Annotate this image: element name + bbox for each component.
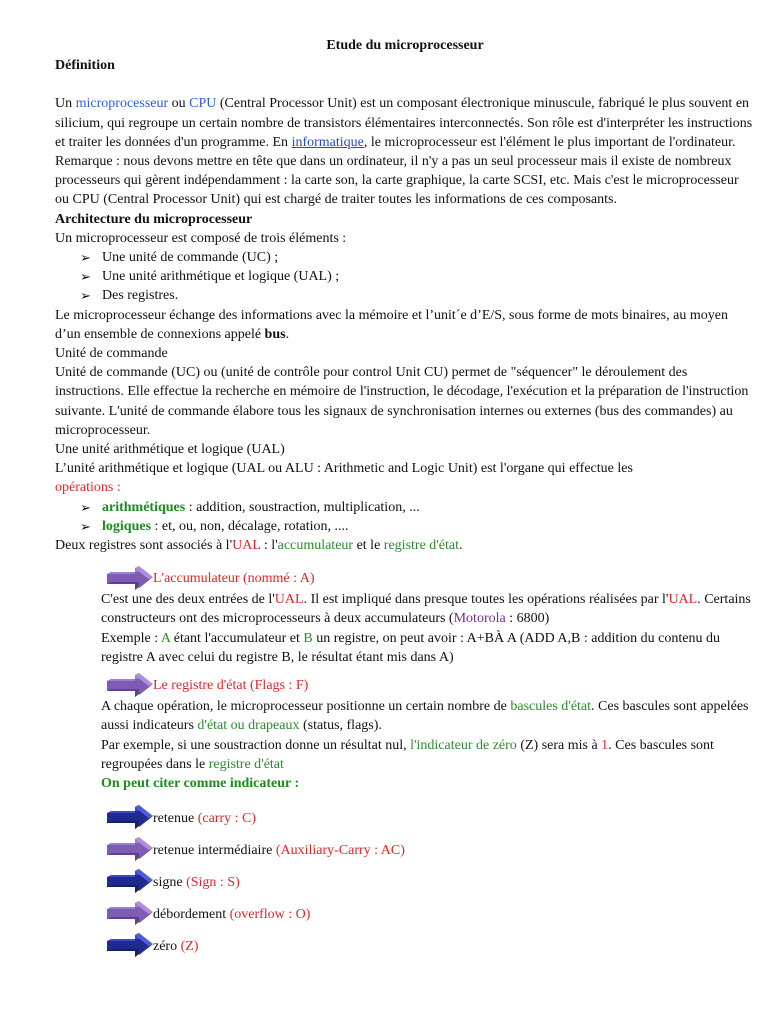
triangle-bullet-icon: ➢ [80,499,91,515]
informatique-link[interactable]: informatique [291,134,364,150]
remarque-paragraph: Remarque : nous devons mettre en tête que dans un ordinateur, il n'y a pas un seul processeur mais il existe de nombreux processeurs qui gèrent indépendamment : la carte son, la carte graphique, la carte SCSI, etc. Mais c'est le microprocesseur ou CPU (Central Processor Unit) qui est chargé de traiter toutes les informations de ces composants. [55,154,739,208]
blue-arrow-icon [105,803,155,831]
architecture-list [55,248,755,306]
exchange-paragraph: Le microprocesseur échange des informations avec la mémoire et l’unit´e d’E/S, sous forme de mots binaires, au moyen d’un ensemble de connexions appelé bus. [55,307,728,342]
indicator-row: débordement (overflow : O) [55,897,755,929]
ual-paragraph: L’unité arithmétique et logique (UAL ou ALU : Arithmetic and Logic Unit) est l'organe qui effectue les opérations : [55,461,633,496]
uc-paragraph: Unité de commande (UC) ou (unité de contrôle pour control Unit CU) permet de "séquencer" le déroulement des instructions. Elle effectue la recherche en mémoire de l'instruction, le décodage, l'exécution et la préparation de l'instruction suivante. L'unité de commande élabore tous les signaux de synchronisation internes ou externes (bus des commandes) au microprocesseur. [55,365,749,438]
purple-arrow-icon [105,835,155,863]
triangle-bullet-icon: ➢ [80,250,91,266]
page-title: Etude du microprocesseur [326,38,484,53]
triangle-bullet-icon: ➢ [80,288,91,304]
flags-section [55,697,755,793]
blue-arrow-icon [105,867,155,895]
purple-arrow-icon [105,564,155,592]
triangle-bullet-icon: ➢ [80,269,91,285]
list-item: ➢ Des registres. [80,286,755,305]
indicators-heading: On peut citer comme indicateur : [101,775,300,791]
purple-arrow-icon [105,899,155,927]
architecture-intro: Un microprocesseur est composé de trois éléments : [55,230,347,246]
flags-heading: Le registre d'état (Flags : F) [153,678,309,694]
indicator-row: retenue intermédiaire (Auxiliary-Carry : AC) [55,833,755,865]
accumulator-section [55,590,755,667]
triangle-bullet-icon: ➢ [80,518,91,534]
list-item: ➢ Une unité arithmétique et logique (UAL) ; [80,267,755,286]
ual-heading: Une unité arithmétique et logique (UAL) [55,442,285,458]
list-item: ➢ Une unité de commande (UC) ; [80,248,755,267]
example-paragraph: Exemple : A étant l'accumulateur et B un registre, on peut avoir : A+BÀ A (ADD A,B : addition du contenu du registre A avec celui du registre B, le résultat étant mis dans A) [101,630,720,665]
flags-heading-row [55,675,755,697]
accumulator-heading-row [55,568,755,590]
accumulator-paragraph: C'est une des deux entrées de l'UAL. Il est impliqué dans presque toutes les opérations réalisées par l'UAL. Certains constructeurs ont des microprocesseurs à deux accumulateurs (Motorola : 6800) [101,592,751,627]
document-page [55,36,755,961]
list-item: ➢ logiques : et, ou, non, décalage, rotation, .... [80,517,755,536]
operations-list [55,498,755,536]
cpu-link[interactable]: CPU [189,96,217,112]
accumulator-heading: L'accumulateur (nommé : A) [153,571,315,587]
definition-heading: Définition [55,58,115,74]
list-item: ➢ arithmétiques : addition, soustraction, multiplication, ... [80,498,755,517]
indicator-row: signe (Sign : S) [55,865,755,897]
definition-paragraph: Un microprocesseur ou CPU (Central Processor Unit) est un composant électronique minuscule, fabriqué le plus souvent en silicium, qui regroupe un certain nombre de transistors élémentaires interconnectés. Son rôle est d'interpréter les instructions et traiter les données d'un programme. En informatique, le microprocesseur est l'élément le plus important de l'ordinateur. [55,96,753,150]
indicator-row: retenue (carry : C) [55,801,755,833]
architecture-heading: Architecture du microprocesseur [55,211,253,227]
indicator-row: zéro (Z) [55,929,755,961]
purple-arrow-icon [105,671,155,699]
microprocesseur-link[interactable]: microprocesseur [75,96,169,112]
blue-arrow-icon [105,931,155,959]
uc-heading: Unité de commande [55,346,168,362]
flags-paragraph: A chaque opération, le microprocesseur positionne un certain nombre de bascules d'état. Ces bascules sont appelées aussi indicateurs d'état ou drapeaux (status, flags). [101,699,749,734]
zero-example-paragraph: Par exemple, si une soustraction donne un résultat nul, l'indicateur de zéro (Z) sera mis à 1. Ces bascules sont regroupées dans le registre d'état [101,737,714,772]
registers-paragraph: Deux registres sont associés à l'UAL : l'accumulateur et le registre d'état. [55,538,463,554]
